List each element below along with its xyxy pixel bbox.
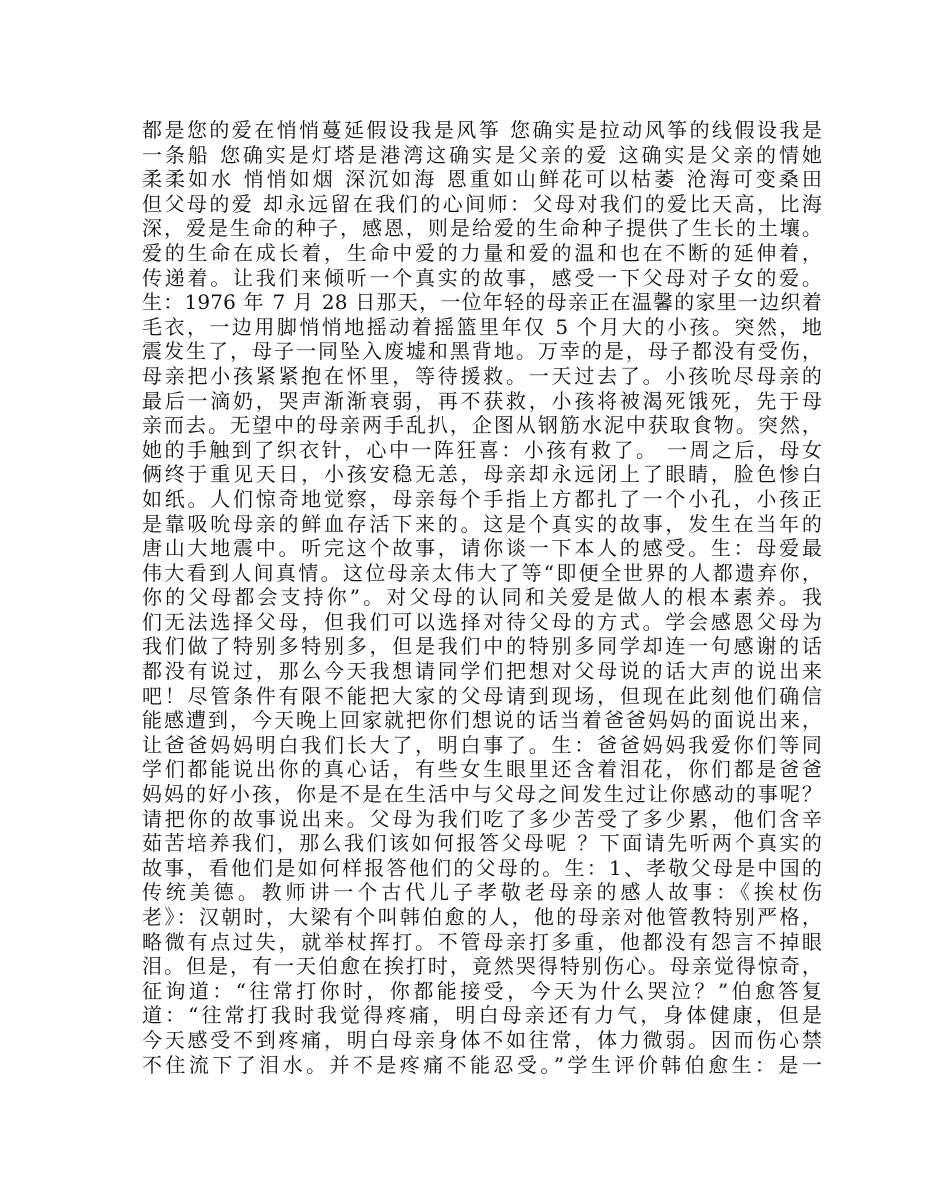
- text-line: 茹苦培养我们，那么我们该如何报答父母呢 ？下面请先听两个真实的: [142, 831, 822, 856]
- text-line: 爱的生命在成长着，生命中爱的力量和爱的温和也在不断的延伸着，: [142, 240, 822, 265]
- text-line: 老》：汉朝时，大梁有个叫韩伯愈的人，他的母亲对他管教特别严格，: [142, 905, 822, 929]
- text-line: 是靠吸吮母亲的鲜血存活下来的。这是个真实的故事，发生在当年的: [142, 511, 822, 536]
- text-line: 能感遭到，今天晚上回家就把你们想说的话当着爸爸妈妈的面说出来，: [142, 708, 822, 733]
- text-line: 唐山大地震中。听完这个故事，请你谈一下本人的感受。生：母爱最: [142, 536, 822, 561]
- text-line: 妈妈的好小孩，你是不是在生活中与父母之间发生过让你感动的事呢？: [142, 782, 822, 807]
- text-line: 你的父母都会支持你”。对父母的认同和关爱是做人的根本素养。我: [142, 585, 822, 610]
- text-line: 不住流下了泪水。并不是疼痛不能忍受。”学生评价韩伯愈生：是一: [142, 1052, 822, 1077]
- text-line: 都没有说过，那么今天我想请同学们把想对父母说的话大声的说出来: [142, 659, 822, 684]
- text-line: 们无法选择父母，但我们可以选择对待父母的方式。学会感恩父母为: [142, 609, 822, 634]
- text-line: 她的手触到了织衣针，心中一阵狂喜：小孩有救了。 一周之后，母女: [142, 437, 822, 462]
- text-line: 柔柔如水 悄悄如烟 深沉如海 恩重如山鲜花可以枯萎 沧海可变桑田: [142, 167, 822, 192]
- text-line: 亲而去。无望中的母亲两手乱扒，企图从钢筋水泥中获取食物。突然，: [142, 413, 822, 438]
- text-line: 母亲把小孩紧紧抱在怀里，等待援救。一天过去了。小孩吮尽母亲的: [142, 363, 822, 388]
- text-line: 传统美德。教师讲一个古代儿子孝敬老母亲的感人故事：《挨杖伤: [142, 880, 822, 905]
- text-line: 如纸。人们惊奇地觉察，母亲每个手指上方都扎了一个小孔，小孩正: [142, 486, 822, 511]
- text-line: 略微有点过失，就举杖挥打。不管母亲打多重，他都没有怨言不掉眼: [142, 929, 822, 954]
- text-line: 我们做了特别多特别多，但是我们中的特别多同学却连一句感谢的话: [142, 634, 822, 659]
- text-line: 吧！尽管条件有限不能把大家的父母请到现场，但现在此刻他们确信: [142, 683, 822, 708]
- text-line: 深，爱是生命的种子，感恩，则是给爱的生命种子提供了生长的土壤。: [142, 216, 822, 241]
- text-line: 一条船 您确实是灯塔是港湾这确实是父亲的爱 这确实是父亲的情她: [142, 142, 822, 167]
- text-line: 故事，看他们是如何样报答他们的父母的。生：1、孝敬父母是中国的: [142, 855, 822, 880]
- text-line: 传递着。让我们来倾听一个真实的故事，感受一下父母对子女的爱。: [142, 265, 822, 290]
- text-line: 震发生了，母子一同坠入废墟和黑背地。万幸的是，母子都没有受伤，: [142, 339, 822, 364]
- text-line: 都是您的爱在悄悄蔓延假设我是风筝 您确实是拉动风筝的线假设我是: [142, 118, 822, 142]
- body-text: [142, 118, 822, 1077]
- text-line: 道：“往常打我时我觉得疼痛，明白母亲还有力气，身体健康，但是: [142, 1003, 822, 1028]
- text-line: 让爸爸妈妈明白我们长大了，明白事了。生：爸爸妈妈我爱你们等同: [142, 732, 822, 757]
- text-line: 今天感受不到疼痛，明白母亲身体不如往常，体力微弱。因而伤心禁: [142, 1027, 822, 1052]
- text-line: 学们都能说出你的真心话，有些女生眼里还含着泪花，你们都是爸爸: [142, 757, 822, 782]
- text-line: 毛衣，一边用脚悄悄地摇动着摇篮里年仅 5 个月大的小孩。突然，地: [142, 314, 822, 339]
- text-line: 泪。但是，有一天伯愈在挨打时，竟然哭得特别伤心。母亲觉得惊奇，: [142, 954, 822, 979]
- text-line: 生：1976 年 7 月 28 日那天，一位年轻的母亲正在温馨的家里一边织着: [142, 290, 822, 315]
- text-line: 但父母的爱 却永远留在我们的心间师：父母对我们的爱比天高，比海: [142, 191, 822, 216]
- text-line: 请把你的故事说出来。父母为我们吃了多少苦受了多少累，他们含辛: [142, 806, 822, 831]
- text-line: 俩终于重见天日，小孩安稳无恙，母亲却永远闭上了眼睛，脸色惨白: [142, 462, 822, 487]
- text-line: 最后一滴奶，哭声渐渐衰弱，再不获救，小孩将被渴死饿死，先于母: [142, 388, 822, 413]
- text-line: 伟大看到人间真情。这位母亲太伟大了等“即便全世界的人都遗弃你，: [142, 560, 822, 585]
- text-line: 征询道：“往常打你时，你都能接受，今天为什么哭泣？”伯愈答复: [142, 978, 822, 1003]
